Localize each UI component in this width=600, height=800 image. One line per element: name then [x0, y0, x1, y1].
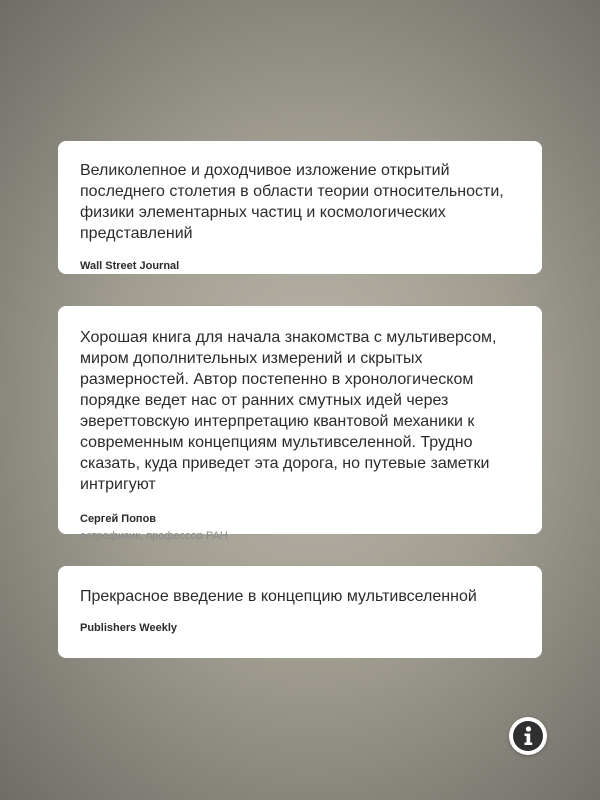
- review-source: Wall Street Journal: [80, 260, 180, 272]
- info-icon: [509, 717, 547, 755]
- review-quote: Хорошая книга для начала знакомства с мультиверсом, миром дополнительных измерений и скрытых размерностей. Автор постепенно в хронологическом порядке ведет нас от ранних смутных идей через эвереттовскую интерпретацию квантовой механики к современным концепциям мультивселенной. Трудно сказать, куда приведет эта дорога, но путевые заметки интригуют: [80, 329, 497, 493]
- review-card: [58, 306, 542, 542]
- review-card: [58, 141, 542, 274]
- review-quote: Великолепное и доходчивое изложение открытий последнего столетия в области теории относительности, физики элементарных частиц и космологических представлений: [80, 162, 504, 242]
- review-quote: Прекрасное введение в концепцию мультивселенной: [80, 588, 477, 605]
- review-source: Publishers Weekly: [80, 622, 178, 634]
- review-card: [58, 566, 542, 658]
- review-source-role: астрофизик, профессор РАН: [80, 530, 228, 542]
- info-button[interactable]: [509, 717, 547, 755]
- review-source: Сергей Попов: [80, 513, 157, 525]
